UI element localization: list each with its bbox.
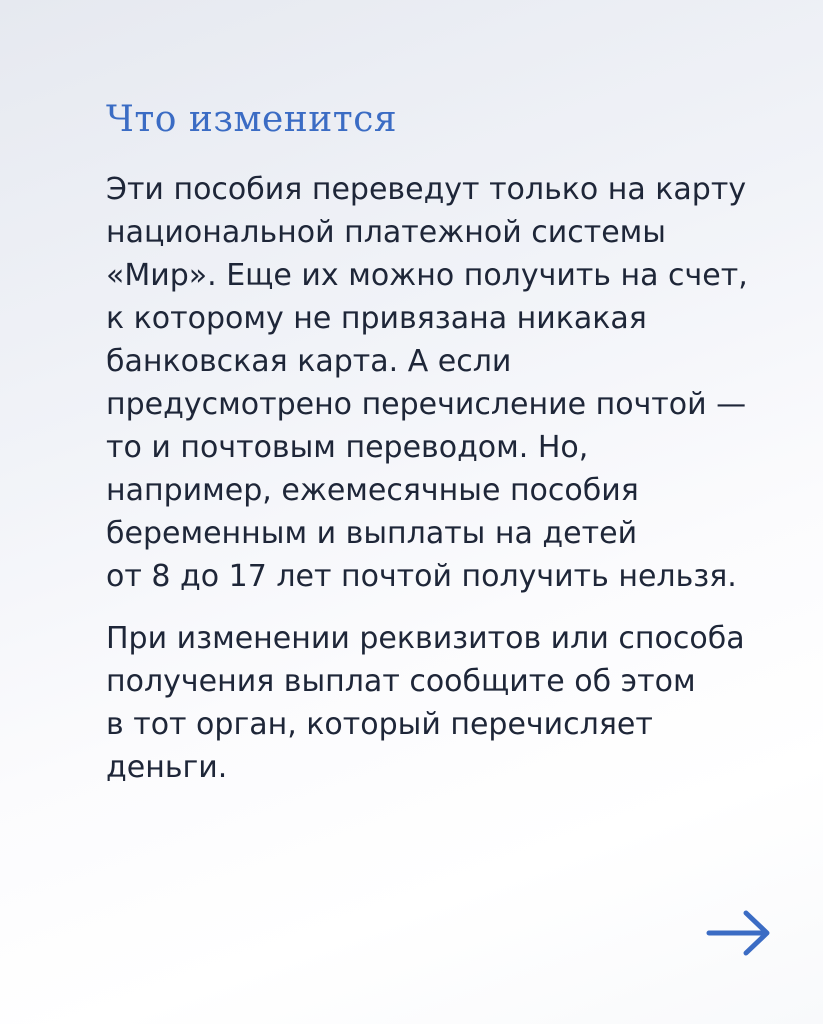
text-line: от 8 до 17 лет почтой получить нельзя. [106, 559, 737, 594]
text-line: в тот орган, который перечисляет [106, 707, 653, 742]
next-slide-button[interactable] [706, 908, 772, 958]
text-line: беременным и выплаты на детей [106, 516, 638, 551]
text-line: банковская карта. А если [106, 344, 512, 379]
text-line: получения выплат сообщите об этом [106, 664, 696, 699]
text-line: то и почтовым переводом. Но, [106, 430, 589, 465]
text-line: национальной платежной системы [106, 215, 666, 250]
slide-title: Что изменится [106, 99, 398, 140]
text-line: например, ежемесячные пособия [106, 473, 639, 508]
arrow-right-icon [706, 908, 772, 958]
text-line: предусмотрено перечисление почтой — [106, 387, 747, 422]
text-line: «Мир». Еще их можно получить на счет, [106, 258, 748, 293]
text-line: деньги. [106, 750, 228, 785]
paragraph-what-changes [106, 168, 786, 598]
text-line: При изменении реквизитов или способа [106, 621, 745, 656]
text-line: к которому не привязана никакая [106, 301, 647, 336]
paragraph-change-details [106, 617, 786, 789]
text-line: Эти пособия переведут только на карту [106, 172, 747, 207]
